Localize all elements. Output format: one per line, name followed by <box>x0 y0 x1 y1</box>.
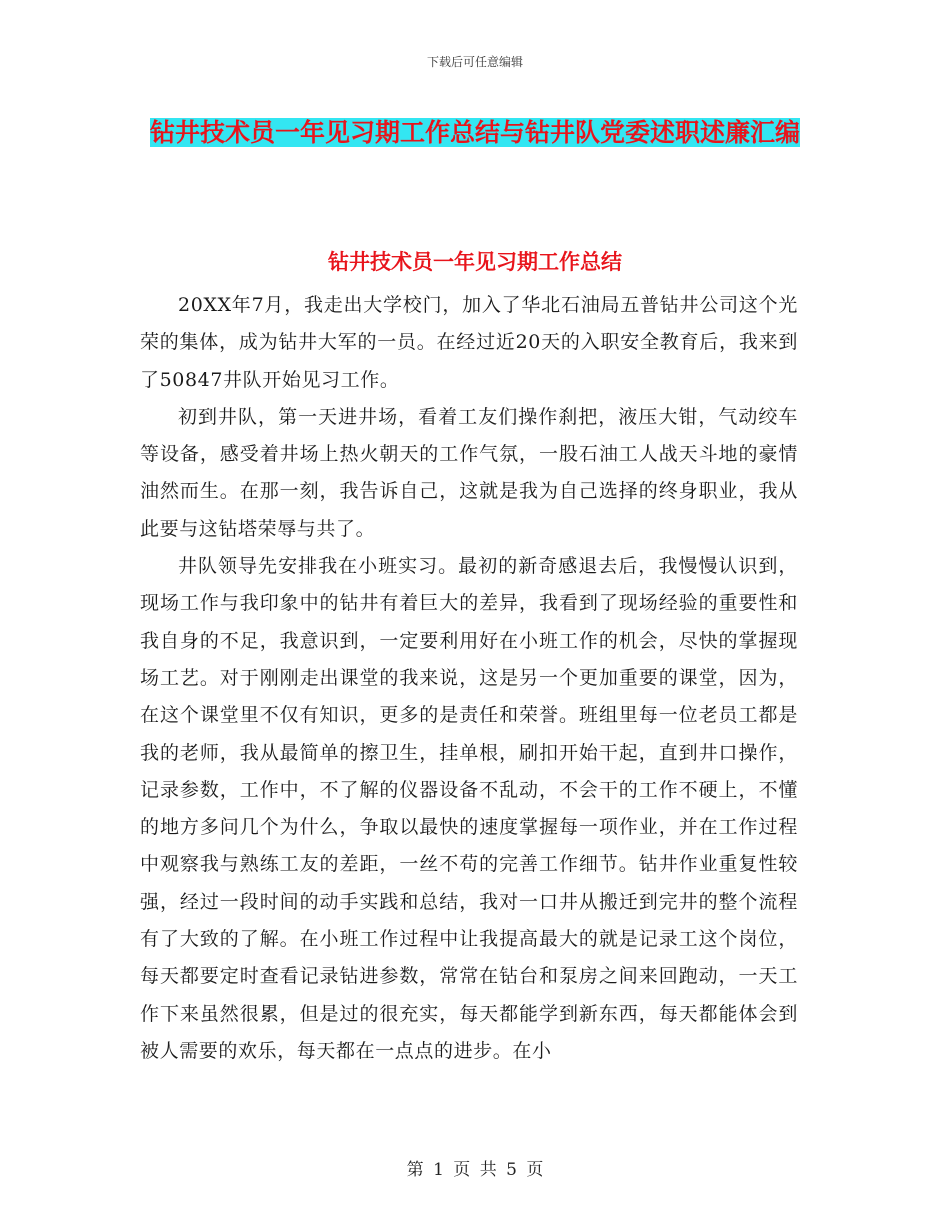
paragraph: 20XX年7月，我走出大学校门，加入了华北石油局五普钻井公司这个光荣的集体，成为钻井大军的一员。在经过近20天的入职安全教育后，我来到了50847井队开始见习工作。 <box>140 294 798 391</box>
document-body <box>140 287 798 1070</box>
document-title-text: 钻井技术员一年见习期工作总结与钻井队党委述职述廉汇编 <box>149 118 800 147</box>
document-title <box>140 108 810 158</box>
section-title: 钻井技术员一年见习期工作总结 <box>328 249 622 274</box>
header-note: 下载后可任意编辑 <box>426 55 523 69</box>
page-number: 第 1 页 共 5 页 <box>406 1160 544 1180</box>
paragraph: 井队领导先安排我在小班实习。最初的新奇感退去后，我慢慢认识到，现场工作与我印象中的钻井有着巨大的差异，我看到了现场经验的重要性和我自身的不足，我意识到，一定要利用好在小班工作的机会，尽快的掌握现场工艺。对于刚刚走出课堂的我来说，这是另一个更加重要的课堂，因为，在这个课堂里不仅有知识，更多的是责任和荣誉。班组里每一位老员工都是我的老师，我从最简单的擦卫生，挂单根，刷扣开始干起，直到井口操作，记录参数，工作中，不了解的仪器设备不乱动，不会干的工作不硬上，不懂的地方多问几个为什么，争取以最快的速度掌握每一项作业，并在工作过程中观察我与熟练工友的差距，一丝不苟的完善工作细节。钻井作业重复性较强，经过一段时间的动手实践和总结，我对一口井从搬迁到完井的整个流程有了大致的了解。在小班工作过程中让我提高最大的就是记录工这个岗位，每天都要定时查看记录钻进参数，常常在钻台和泵房之间来回跑动，一天工作下来虽然很累，但是过的很充实，每天都能学到新东西，每天都能体会到被人需要的欢乐，每天都在一点点的进步。在小 <box>140 555 798 1062</box>
paragraph: 初到井队，第一天进井场，看着工友们操作刹把，液压大钳，气动绞车等设备，感受着井场上热火朝天的工作气氛，一股石油工人战天斗地的豪情油然而生。在那一刻，我告诉自己，这就是我为自己选择的终身职业，我从此要与这钻塔荣辱与共了。 <box>140 405 798 540</box>
